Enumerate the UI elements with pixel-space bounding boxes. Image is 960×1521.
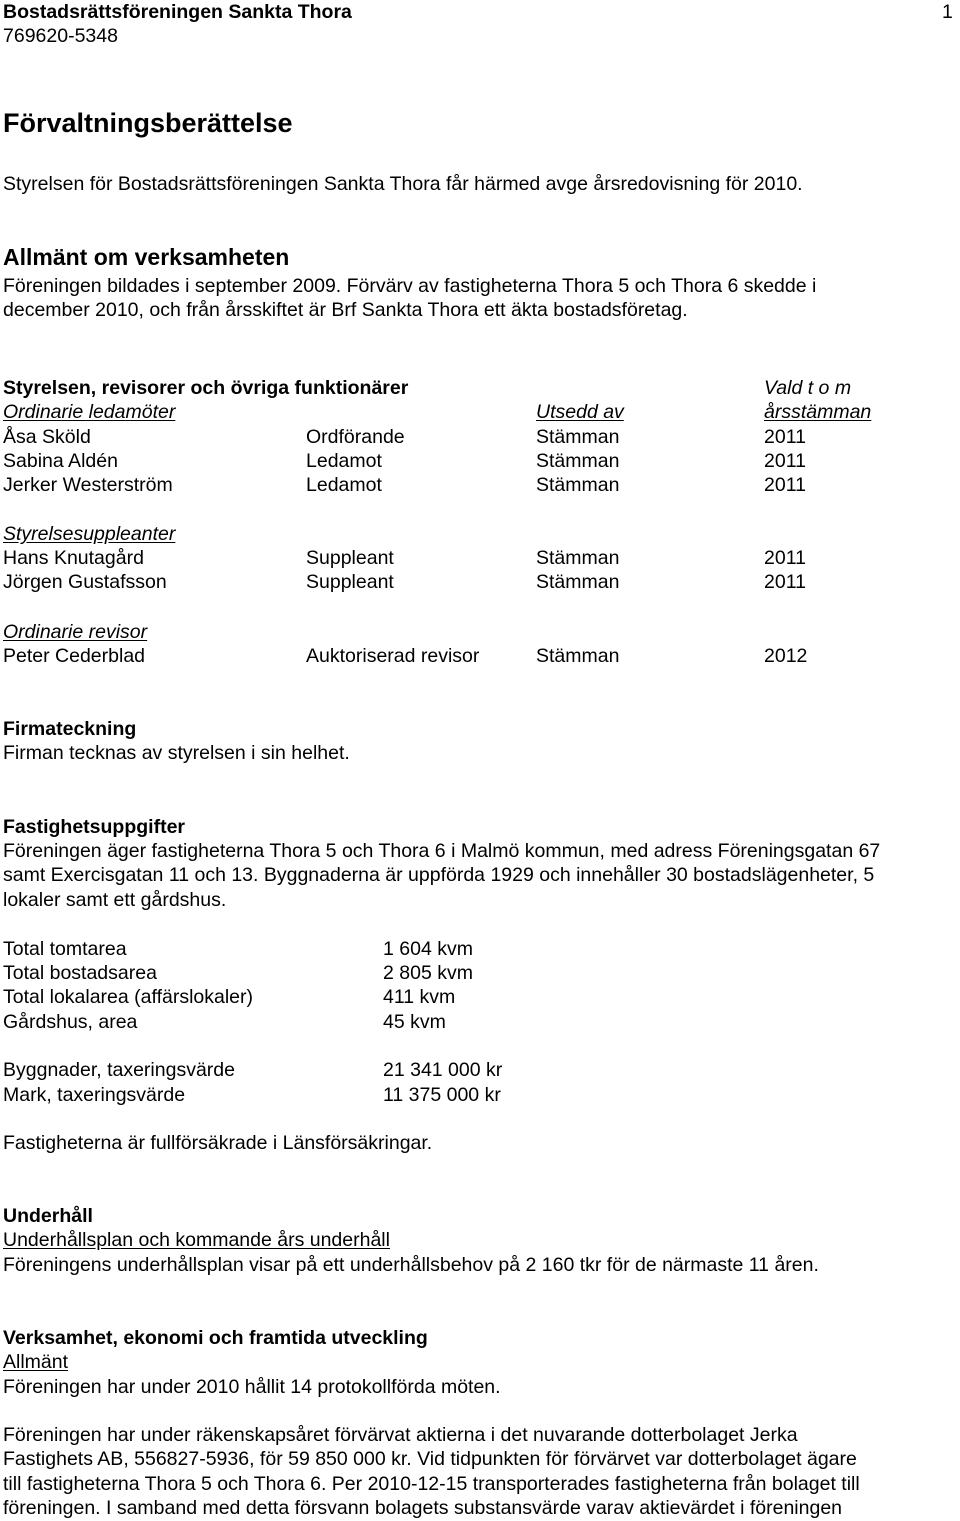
member-name: Hans Knutagård — [3, 547, 144, 569]
property-heading: Fastighetsuppgifter — [3, 816, 186, 838]
page-title: Förvaltningsberättelse — [3, 108, 293, 138]
member-role: Ordförande — [306, 426, 405, 448]
valuation-label: Byggnader, taxeringsvärde — [3, 1059, 235, 1081]
member-appointed-by: Stämman — [536, 426, 620, 448]
signing-heading: Firmateckning — [3, 718, 137, 740]
member-appointed-by: Stämman — [536, 474, 620, 496]
member-role: Ledamot — [306, 450, 382, 472]
area-label: Gårdshus, area — [3, 1011, 138, 1033]
member-until: 2011 — [764, 547, 806, 569]
area-value: 45 kvm — [383, 1011, 446, 1033]
member-until: 2011 — [764, 426, 806, 448]
maintenance-heading: Underhåll — [3, 1205, 93, 1227]
deputies-label: Styrelsesuppleanter — [3, 523, 176, 545]
member-until: 2011 — [764, 450, 806, 472]
property-line: lokaler samt ett gårdshus. — [3, 889, 227, 911]
insurance-text: Fastigheterna är fullförsäkrade i Länsförsäkringar. — [3, 1132, 433, 1154]
auditor-label: Ordinarie revisor — [3, 621, 148, 643]
intro-text: Styrelsen för Bostadsrättsföreningen Sankta Thora får härmed avge årsredovisning för 2010. — [3, 173, 803, 195]
ordinary-members-label: Ordinarie ledamöter — [3, 401, 176, 423]
valuation-value: 11 375 000 kr — [383, 1084, 501, 1106]
area-value: 411 kvm — [383, 986, 456, 1008]
member-until: 2011 — [764, 474, 806, 496]
maintenance-text: Föreningens underhållsplan visar på ett underhållsbehov på 2 160 tkr för de närmaste 11 åren. — [3, 1254, 819, 1276]
member-role: Suppleant — [306, 547, 394, 569]
col-header-utsedd: Utsedd av — [536, 401, 624, 423]
signing-text: Firman tecknas av styrelsen i sin helhet. — [3, 742, 350, 764]
member-appointed-by: Stämman — [536, 547, 620, 569]
area-value: 1 604 kvm — [383, 938, 473, 960]
member-until: 2012 — [764, 645, 808, 667]
org-name: Bostadsrättsföreningen Sankta Thora — [3, 1, 352, 23]
acquisition-line: till fastigheterna Thora 5 och Thora 6. Per 2010-12-15 transporterades fastigheterna från bolaget till — [3, 1473, 860, 1495]
member-appointed-by: Stämman — [536, 645, 620, 667]
board-heading: Styrelsen, revisorer och övriga funktionärer — [3, 377, 409, 399]
valuation-label: Mark, taxeringsvärde — [3, 1084, 186, 1106]
general-heading: Allmänt om verksamheten — [3, 244, 290, 270]
area-label: Total lokalarea (affärslokaler) — [3, 986, 254, 1008]
general-line: december 2010, och från årsskiftet är Brf Sankta Thora ett äkta bostadsföretag. — [3, 299, 688, 321]
member-appointed-by: Stämman — [536, 450, 620, 472]
operations-text: Föreningen har under 2010 hållit 14 protokollförda möten. — [3, 1376, 501, 1398]
area-label: Total tomtarea — [3, 938, 127, 960]
member-name: Jörgen Gustafsson — [3, 571, 167, 593]
area-value: 2 805 kvm — [383, 962, 473, 984]
member-role: Ledamot — [306, 474, 382, 496]
page-number: 1 — [942, 1, 953, 23]
area-label: Total bostadsarea — [3, 962, 157, 984]
member-appointed-by: Stämman — [536, 571, 620, 593]
member-name: Åsa Sköld — [3, 426, 91, 448]
property-line: Föreningen äger fastigheterna Thora 5 och Thora 6 i Malmö kommun, med adress Föreningsgatan 67 — [3, 840, 881, 862]
general-line: Föreningen bildades i september 2009. Förvärv av fastigheterna Thora 5 och Thora 6 skedde i — [3, 275, 817, 297]
member-until: 2011 — [764, 571, 806, 593]
operations-subheading: Allmänt — [3, 1351, 69, 1373]
acquisition-line: föreningen. I samband med detta försvann bolagets substansvärde varav aktievärdet i föreningen — [3, 1497, 843, 1519]
member-name: Peter Cederblad — [3, 645, 146, 667]
member-role: Auktoriserad revisor — [306, 645, 480, 667]
org-number: 769620-5348 — [3, 25, 118, 47]
member-name: Sabina Aldén — [3, 450, 118, 472]
col-header-vald: Vald t o m — [764, 377, 852, 399]
acquisition-line: Föreningen har under räkenskapsåret förvärvat aktierna i det nuvarande dotterbolaget Jerka — [3, 1424, 798, 1446]
member-name: Jerker Westerström — [3, 474, 173, 496]
col-header-arsstamman: årsstämman — [764, 401, 872, 423]
property-line: samt Exercisgatan 11 och 13. Byggnaderna är uppförda 1929 och innehåller 30 bostadslägenheter, 5 — [3, 864, 875, 886]
operations-heading: Verksamhet, ekonomi och framtida utveckling — [3, 1327, 428, 1349]
member-role: Suppleant — [306, 571, 394, 593]
maintenance-subheading: Underhållsplan och kommande års underhåll — [3, 1229, 390, 1251]
acquisition-line: Fastighets AB, 556827-5936, för 59 850 000 kr. Vid tidpunkten för förvärvet var dotterbolaget ägare — [3, 1448, 857, 1470]
valuation-value: 21 341 000 kr — [383, 1059, 503, 1081]
